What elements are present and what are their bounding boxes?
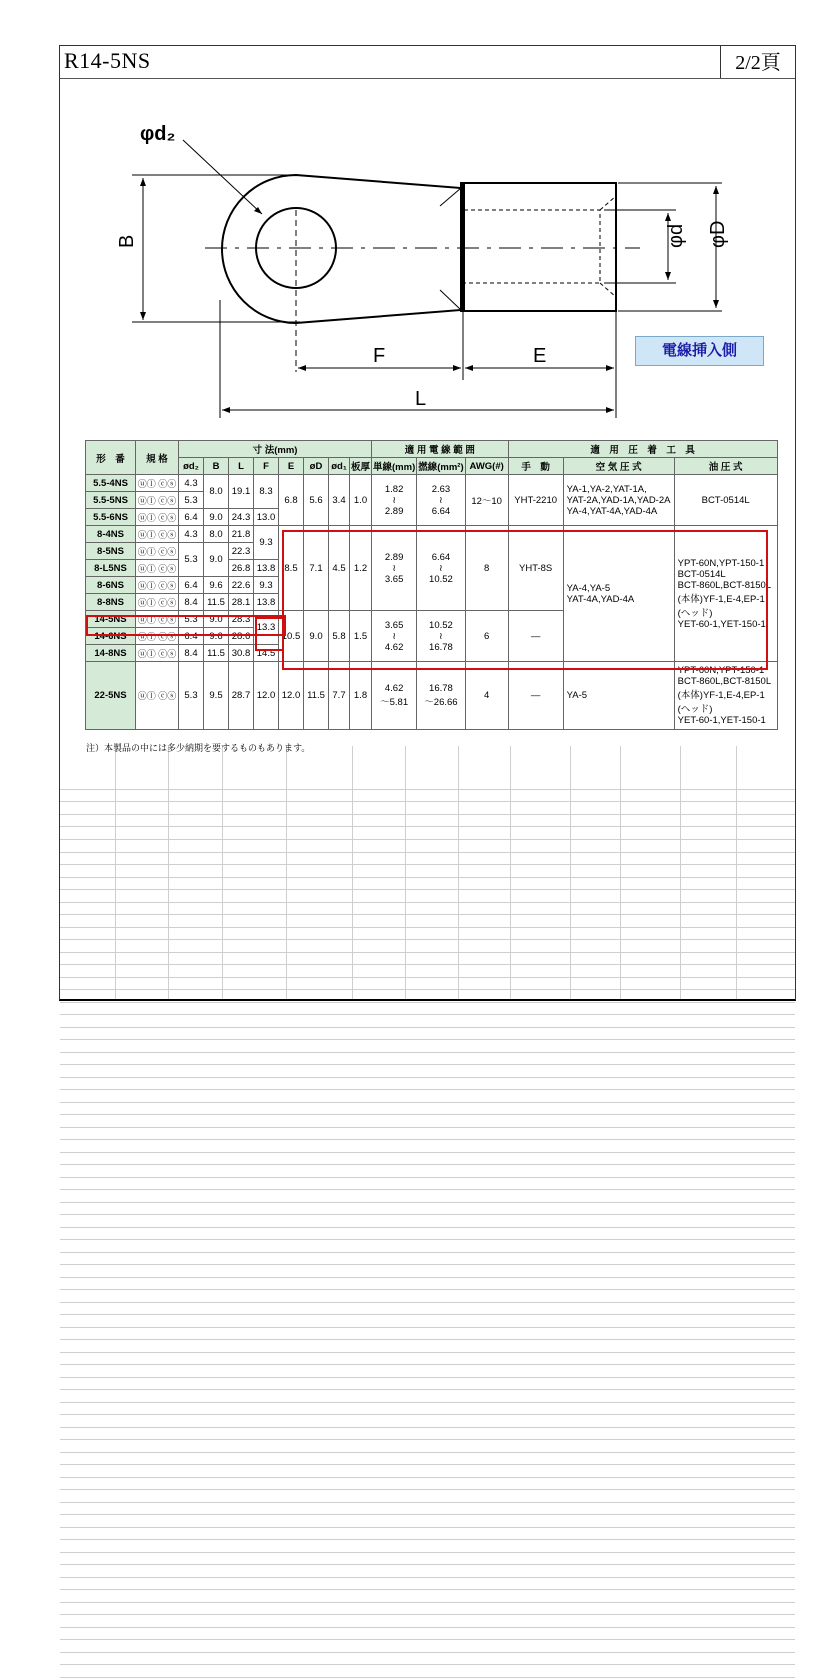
grid-line: [60, 889, 795, 890]
cell-model: 8-L5NS: [86, 560, 136, 577]
grid-line: [60, 1189, 795, 1190]
cell-model: 5.5-4NS: [86, 475, 136, 492]
cell-strand: [417, 662, 465, 730]
grid-line: [60, 1202, 795, 1203]
cell-single: [372, 662, 417, 730]
cert-marks: ⓤⓛ ⓒⓢ: [136, 662, 179, 730]
air-line: YA-1,YA-2,YAT-1A,: [566, 483, 647, 495]
cell-awg: 12～10: [465, 475, 508, 526]
single-max: 3.65: [384, 573, 404, 585]
grid-line: [736, 746, 737, 999]
oil-line: (本体)YF-1,E-4,EP-1: [677, 690, 765, 701]
cell-t: 1.8: [350, 662, 372, 730]
cell-L: 28.1: [229, 594, 254, 611]
grid-line: [60, 1214, 795, 1215]
grid-line: [60, 801, 795, 802]
col-B: B: [204, 458, 229, 475]
label-d2: φd₂: [140, 123, 176, 145]
cert-marks: ⓤⓛ ⓒⓢ: [136, 560, 179, 577]
single-min: 2.89: [384, 551, 404, 563]
cell-F: 12.0: [254, 662, 279, 730]
cell-model: 14-6NS: [86, 628, 136, 645]
grid-line: [60, 902, 795, 903]
terminal-drawing: [0, 0, 827, 440]
cell-E: 10.5: [279, 611, 304, 662]
oil-line: YPT-60N,YPT-150-1: [677, 557, 765, 569]
grid-line: [60, 1177, 795, 1178]
table-row: [86, 475, 778, 492]
cell-D: 5.6: [304, 475, 329, 526]
cert-marks: ⓤⓛ ⓒⓢ: [136, 475, 179, 492]
cell-L: 22.3: [229, 543, 254, 560]
grid-line: [60, 1664, 795, 1665]
cell-d1: 4.5: [329, 526, 350, 611]
air-line: YAT-4A,YAD-4A: [566, 593, 635, 605]
col-d1: ød₁: [329, 458, 350, 475]
cell-model: 5.5-5NS: [86, 492, 136, 509]
cell-manual: YHT-2210: [508, 475, 563, 526]
col-model: 形 番: [86, 441, 136, 475]
cell-F: 9.3: [254, 577, 279, 594]
barrel: [461, 183, 616, 311]
grid-line: [60, 1452, 795, 1453]
cell-model: 22-5NS: [86, 662, 136, 730]
grid-line: [60, 989, 795, 990]
cell-E: 12.0: [279, 662, 304, 730]
grid-line: [60, 1264, 795, 1265]
cell-air: [563, 475, 674, 526]
cell-B: 11.5: [204, 645, 229, 662]
grid-line: [60, 1439, 795, 1440]
air-line: YAT-2A,YAD-1A,YAD-2A: [566, 494, 671, 506]
cert-marks: ⓤⓛ ⓒⓢ: [136, 611, 179, 628]
grid-line: [60, 1364, 795, 1365]
cell-D: 11.5: [304, 662, 329, 730]
oil-line: (本体)YF-1,E-4,EP-1: [677, 593, 765, 605]
cell-L: 30.8: [229, 645, 254, 662]
cell-d2: 5.3: [179, 543, 204, 577]
grid-line: [60, 1652, 795, 1653]
grid-line: [60, 814, 795, 815]
label-E: E: [533, 345, 547, 367]
grid-line: [60, 1039, 795, 1040]
cell-manual: —: [508, 662, 563, 730]
single-max: ～5.81: [380, 697, 409, 708]
cell-awg: 8: [465, 526, 508, 611]
cell-d2: 6.4: [179, 577, 204, 594]
strand-sep: ≀: [439, 630, 443, 642]
grid-line: [60, 1027, 795, 1028]
strand-min: 16.78: [429, 683, 453, 694]
grid-line: [60, 1502, 795, 1503]
cell-B: 11.5: [204, 594, 229, 611]
cell-D: 7.1: [304, 526, 329, 611]
grid-line: [60, 1139, 795, 1140]
cell-d2: 6.4: [179, 628, 204, 645]
oil-line: YET-60-1,YET-150-1: [677, 715, 766, 726]
grid-line: [60, 1577, 795, 1578]
grid-line: [60, 1227, 795, 1228]
grid-line: [60, 1552, 795, 1553]
grid-line: [60, 964, 795, 965]
oil-line: BCT-0514L: [677, 568, 726, 580]
grid-line: [60, 1164, 795, 1165]
grid-line: [60, 852, 795, 853]
strand-min: 2.63: [431, 483, 451, 495]
col-tools: 適 用 圧 着 工 具: [508, 441, 777, 458]
oil-line: BCT-860L,BCT-8150L: [677, 579, 772, 591]
oil-line: (ヘッド): [677, 607, 713, 619]
cell-t: 1.2: [350, 526, 372, 611]
cell-model: 8-4NS: [86, 526, 136, 543]
grid-line: [60, 1114, 795, 1115]
grid-line: [60, 1339, 795, 1340]
cell-E: 6.8: [279, 475, 304, 526]
cell-awg: 6: [465, 611, 508, 662]
grid-line: [60, 839, 795, 840]
grid-line: [60, 1089, 795, 1090]
cell-B: 9.0: [204, 543, 229, 577]
footnote: 注）本製品の中には多少納期を要するものもあります。: [86, 743, 311, 753]
cell-model: 8-5NS: [86, 543, 136, 560]
grid-line: [60, 1064, 795, 1065]
col-t: 板厚: [350, 458, 372, 475]
single-max: 2.89: [384, 505, 404, 517]
grid-line: [60, 1539, 795, 1540]
cell-model: 14-8NS: [86, 645, 136, 662]
cell-B: 9.0: [204, 611, 229, 628]
grid-line: [60, 1614, 795, 1615]
single-min: 3.65: [384, 619, 404, 631]
grid-line: [60, 1427, 795, 1428]
grid-line: [60, 1477, 795, 1478]
strand-sep: ≀: [439, 562, 443, 574]
cell-model: 14-5NS: [86, 611, 136, 628]
col-oil: 油 圧 式: [674, 458, 777, 475]
cell-model: 8-6NS: [86, 577, 136, 594]
col-manual: 手 動: [508, 458, 563, 475]
strand-max: 6.64: [431, 505, 451, 517]
cert-marks: ⓤⓛ ⓒⓢ: [136, 577, 179, 594]
insert-side-label: 電線挿入側: [635, 336, 764, 366]
grid-line: [60, 1464, 795, 1465]
label-L: L: [415, 388, 427, 410]
grid-line: [60, 877, 795, 878]
grid-line: [458, 746, 459, 999]
cert-marks: ⓤⓛ ⓒⓢ: [136, 492, 179, 509]
grid-line: [60, 1239, 795, 1240]
cell-d2: 5.3: [179, 492, 204, 509]
cell-L: 28.3: [229, 611, 254, 628]
page-number: 2/2頁: [720, 46, 795, 78]
grid-line: [60, 1414, 795, 1415]
cell-awg: 4: [465, 662, 508, 730]
col-L: L: [229, 458, 254, 475]
grid-line: [60, 1489, 795, 1490]
col-std: 規 格: [136, 441, 179, 475]
cell-d1: 5.8: [329, 611, 350, 662]
cell-B: 8.0: [204, 526, 229, 543]
highlight-F-cell: [255, 617, 284, 651]
cell-d2: 5.3: [179, 611, 204, 628]
cell-t: 1.0: [350, 475, 372, 526]
cell-F: 13.8: [254, 594, 279, 611]
cell-model: 5.5-6NS: [86, 509, 136, 526]
grid-line: [60, 864, 795, 865]
grid-line: [60, 1327, 795, 1328]
col-D: øD: [304, 458, 329, 475]
strand-min: 10.52: [429, 619, 453, 631]
single-min: 1.82: [384, 483, 404, 495]
grid-line: [60, 1277, 795, 1278]
single-min: 4.62: [384, 683, 404, 694]
cell-L: 24.3: [229, 509, 254, 526]
cell-single: [372, 475, 417, 526]
grid-line: [60, 939, 795, 940]
grid-line: [60, 1302, 795, 1303]
grid-line: [60, 1102, 795, 1103]
grid-line: [168, 746, 169, 999]
cell-F: 13.0: [254, 509, 279, 526]
cell-F: 8.3: [254, 475, 279, 509]
col-E: E: [279, 458, 304, 475]
grid-line: [60, 1377, 795, 1378]
cell-B: 8.0: [204, 475, 229, 509]
grid-line: [115, 746, 116, 999]
col-awg: AWG(#): [465, 458, 508, 475]
cell-F: 14.5: [254, 645, 279, 662]
grid-line: [60, 927, 795, 928]
grid-line: [405, 746, 406, 999]
grid-line: [510, 746, 511, 999]
single-sep: ≀: [392, 494, 396, 506]
cell-L: 22.6: [229, 577, 254, 594]
grid-line: [60, 1127, 795, 1128]
cell-oil: BCT-0514L: [674, 475, 777, 526]
cell-oil: [674, 662, 777, 730]
label-d1: φd: [665, 223, 687, 248]
col-d2: ød₂: [179, 458, 204, 475]
grid-line: [60, 1639, 795, 1640]
grid-line: [60, 1014, 795, 1015]
cell-d1: 3.4: [329, 475, 350, 526]
cell-L: 28.7: [229, 662, 254, 730]
oil-line: YPT-60N,YPT-150-1: [677, 665, 765, 676]
strand-sep: ≀: [439, 494, 443, 506]
table-row: [86, 662, 778, 730]
grid-line: [570, 746, 571, 999]
single-sep: ≀: [392, 562, 396, 574]
grid-line: [60, 914, 795, 915]
cell-D: 9.0: [304, 611, 329, 662]
grid-line: [60, 1402, 795, 1403]
grid-line: [286, 746, 287, 999]
label-B: B: [116, 234, 138, 248]
cell-d1: 7.7: [329, 662, 350, 730]
cell-L: 26.8: [229, 560, 254, 577]
cell-B: 9.5: [204, 662, 229, 730]
grid-line: [60, 826, 795, 827]
cell-L: 19.1: [229, 475, 254, 509]
grid-line: [60, 1389, 795, 1390]
col-wire: 適 用 電 線 範 囲: [372, 441, 509, 458]
cell-B: 9.0: [204, 509, 229, 526]
air-line: YA-4,YAT-4A,YAD-4A: [566, 505, 658, 517]
grid-line: [60, 1564, 795, 1565]
cell-L: 28.6: [229, 628, 254, 645]
cert-marks: ⓤⓛ ⓒⓢ: [136, 628, 179, 645]
single-max: 4.62: [384, 641, 404, 653]
cert-marks: ⓤⓛ ⓒⓢ: [136, 594, 179, 611]
grid-line: [352, 746, 353, 999]
cell-d2: 8.4: [179, 645, 204, 662]
grid-line: [60, 1152, 795, 1153]
grid-line: [60, 1589, 795, 1590]
grid-line: [60, 1052, 795, 1053]
cert-marks: ⓤⓛ ⓒⓢ: [136, 645, 179, 662]
cell-F: 13.3: [254, 611, 279, 645]
grid-line: [60, 977, 795, 978]
air-line: YA-4,YA-5: [566, 582, 611, 594]
grid-line: [222, 746, 223, 999]
col-dims: 寸 法(mm): [179, 441, 372, 458]
cert-marks: ⓤⓛ ⓒⓢ: [136, 543, 179, 560]
cell-L: 21.8: [229, 526, 254, 543]
grid-line: [60, 1077, 795, 1078]
grid-line: [60, 952, 795, 953]
col-air: 空 気 圧 式: [563, 458, 674, 475]
doc-title: R14-5NS: [64, 48, 151, 73]
cell-manual: YHT-8S: [508, 526, 563, 611]
col-F: F: [254, 458, 279, 475]
cell-strand: [417, 475, 465, 526]
cell-model: 8-8NS: [86, 594, 136, 611]
cell-B: 9.6: [204, 577, 229, 594]
label-D: φD: [707, 220, 729, 248]
cell-air: YA-5: [563, 662, 674, 730]
grid-line: [60, 1252, 795, 1253]
single-sep: ≀: [392, 630, 396, 642]
strand-max: ～26.66: [424, 697, 458, 708]
grid-line: [60, 1352, 795, 1353]
cert-marks: ⓤⓛ ⓒⓢ: [136, 509, 179, 526]
cell-d2: 8.4: [179, 594, 204, 611]
grid-line: [60, 1627, 795, 1628]
highlight-tools-range: [282, 530, 768, 670]
grid-line: [60, 1514, 795, 1515]
cell-d2: 4.3: [179, 526, 204, 543]
cell-B: 9.6: [204, 628, 229, 645]
oil-line: BCT-860L,BCT-8150L: [677, 676, 772, 687]
grid-line: [60, 1314, 795, 1315]
col-strand: 撚線(mm²): [417, 458, 465, 475]
grid-line: [680, 746, 681, 999]
grid-line: [620, 746, 621, 999]
oil-line: YET-60-1,YET-150-1: [677, 618, 766, 630]
label-F: F: [373, 345, 386, 367]
cell-manual: —: [508, 611, 563, 662]
grid-line: [60, 1602, 795, 1603]
oil-line: (ヘッド): [677, 704, 713, 715]
grid-line: [60, 1527, 795, 1528]
ring-outline: [222, 175, 461, 323]
strand-max: 10.52: [429, 573, 453, 585]
strand-min: 6.64: [431, 551, 451, 563]
grid-line: [60, 789, 795, 790]
cell-t: 1.5: [350, 611, 372, 662]
strand-max: 16.78: [429, 641, 453, 653]
cell-d2: 6.4: [179, 509, 204, 526]
grid-line: [60, 1002, 795, 1003]
cell-d2: 4.3: [179, 475, 204, 492]
cell-d2: 5.3: [179, 662, 204, 730]
cell-F: 13.8: [254, 560, 279, 577]
cert-marks: ⓤⓛ ⓒⓢ: [136, 526, 179, 543]
col-single: 単線(mm): [372, 458, 417, 475]
grid-line: [60, 1289, 795, 1290]
cell-E: 8.5: [279, 526, 304, 611]
cell-F: 9.3: [254, 526, 279, 560]
